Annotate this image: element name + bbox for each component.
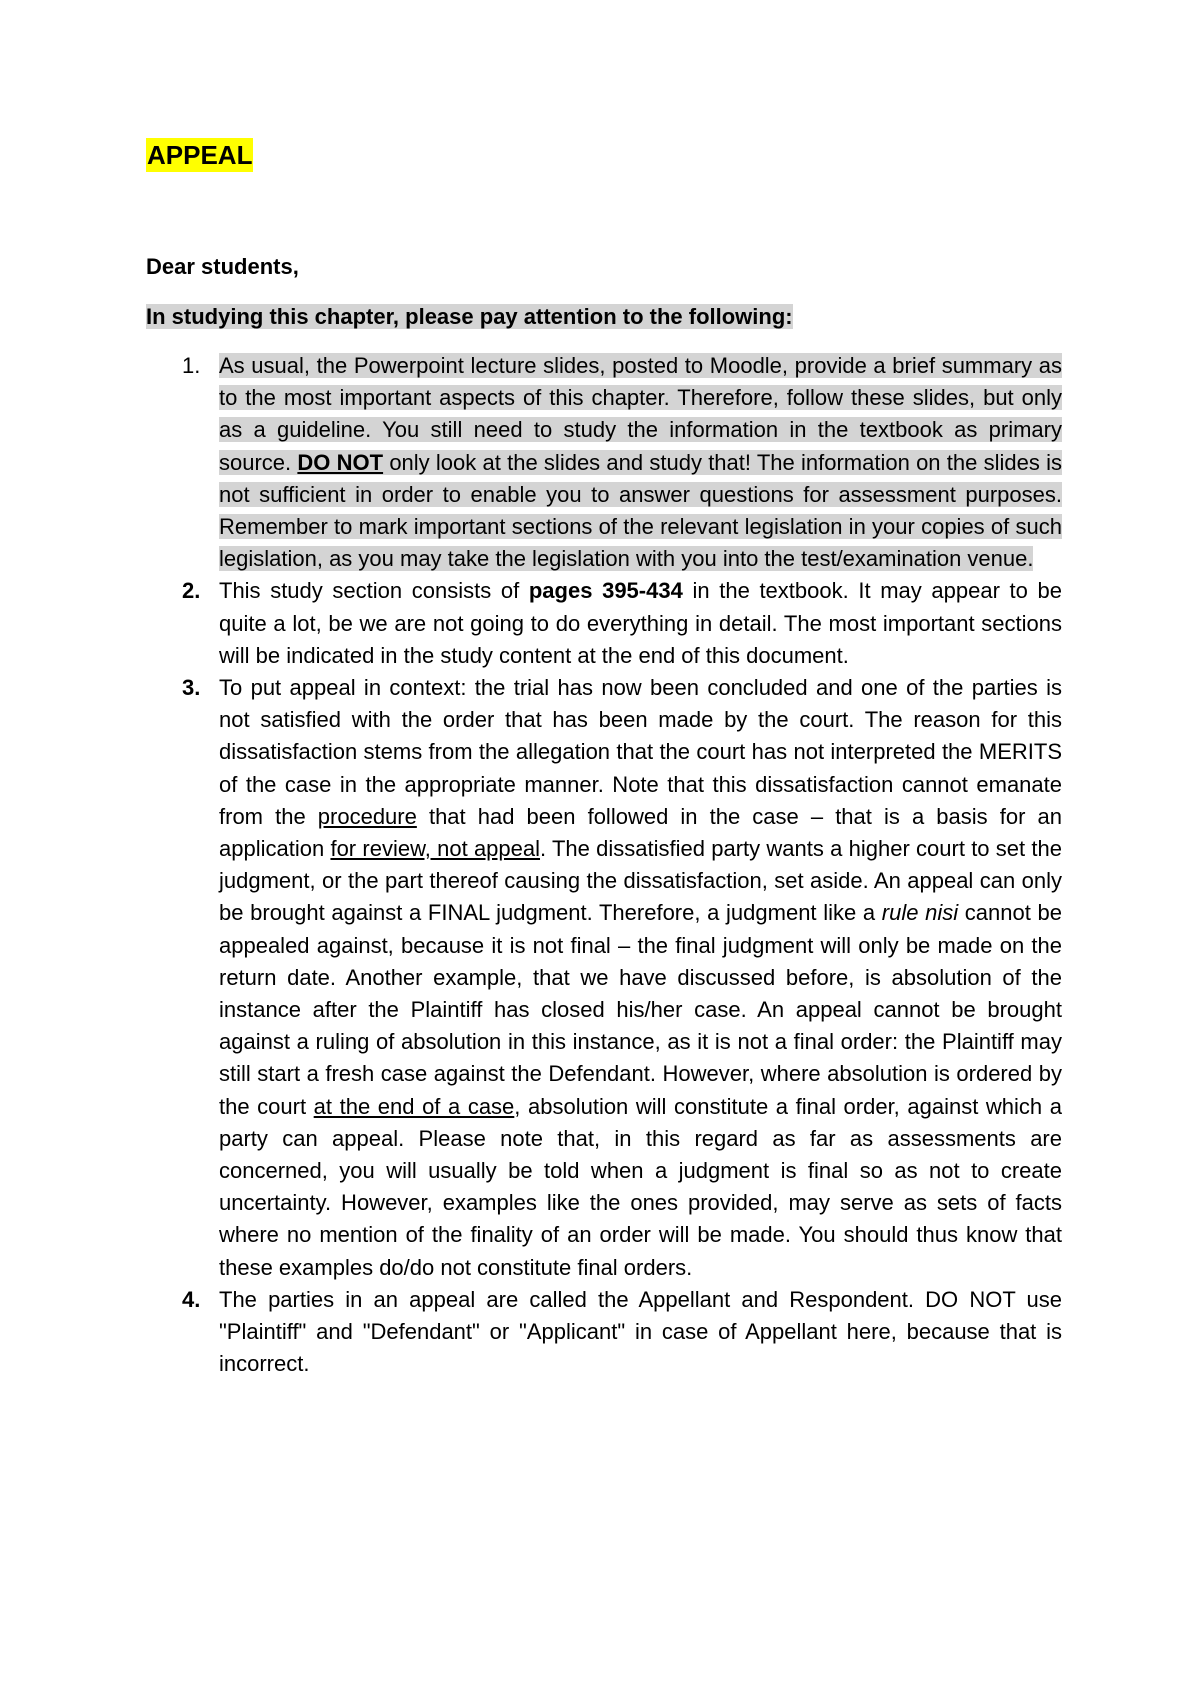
item-2-text-b: in the textbook. It may appear to be quite a lot, be we are not going to do everything in detail. The most important sections will be indicated in the study content at the end of this document. bbox=[219, 578, 1063, 668]
greeting: Dear students, bbox=[146, 254, 299, 279]
item-2-text-a: This study section consists of bbox=[219, 578, 529, 604]
item-3-review-not-appeal: for review, not appeal bbox=[330, 836, 541, 862]
item-3-rule-nisi: rule nisi bbox=[881, 900, 959, 926]
item-1-text-a: As usual, the Powerpoint lecture slides, posted to Moodle, provide a brief summary as to the most important aspects of this chapter. Therefore, follow these slides, but only as a guideline. You still need to study the information in the textbook as primary source. bbox=[219, 353, 1062, 475]
list-number-2: 2. bbox=[182, 578, 201, 604]
item-3-text-c: . The dissatisfied party wants a higher court to set the judgment, or the part thereof causing the dissatisfaction, set aside. An appeal can only be brought against a FINAL judgment. Therefore, a judgment like a bbox=[219, 836, 1062, 926]
list-item-3 bbox=[146, 672, 1062, 1284]
intro-heading bbox=[146, 302, 1062, 332]
list-number-3: 3. bbox=[182, 675, 201, 701]
title-row bbox=[146, 138, 1062, 172]
item-3-text-d: cannot be appealed against, because it is not final – the final judgment will only be made on the return date. Another example, that we have discussed before, is absolution of the instance after the Plaintiff has closed his/her case. An appeal cannot be brought against a ruling of absolution in this instance, as it is not a final order: the Plaintiff may still start a fresh case against the Defendant. However, where absolution is ordered by the court bbox=[219, 900, 1062, 1119]
item-1-do-not: DO NOT bbox=[297, 449, 384, 475]
item-4-text: The parties in an appeal are called the Appellant and Respondent. DO NOT use "Plaintiff" and "Defendant" or "Applicant" in case of Appellant here, because that is incorrect. bbox=[219, 1286, 1062, 1377]
item-3-text-a: To put appeal in context: the trial has now been concluded and one of the parties is not satisfied with the order that has been made by the court. The reason for this dissatisfaction stems from the allegation that the court has not interpreted the MERITS of the case in the appropriate manner. Note that this dissatisfaction cannot emanate from the bbox=[219, 675, 1062, 829]
list-item-1 bbox=[146, 350, 1062, 575]
document-page bbox=[146, 138, 1062, 1403]
item-3-text-b: that had been followed in the case – that is a basis for an application bbox=[219, 803, 1062, 862]
list-item-2 bbox=[146, 575, 1062, 672]
item-3-procedure: procedure bbox=[317, 803, 417, 829]
item-1-highlighted-text bbox=[219, 353, 1062, 571]
item-1-text-b: only look at the slides and study that! The information on the slides is not sufficient in order to enable you to answer questions for assessment purposes. Remember to mark important sections of the relevant legislation in your copies of such legislation, as you may take the legislation with you into the test/examination venue. bbox=[219, 449, 1062, 572]
numbered-list bbox=[146, 350, 1062, 1381]
item-3-end-of-case: at the end of a case bbox=[313, 1093, 515, 1119]
intro-heading-text: In studying this chapter, please pay attention to the following: bbox=[146, 304, 793, 329]
list-number-4: 4. bbox=[182, 1286, 201, 1312]
list-item-4 bbox=[146, 1284, 1062, 1381]
item-3-text-e: , absolution will constitute a final order, against which a party can appeal. Please note that, in this regard as far as assessments are concerned, you will usually be told when a judgment is final so as not to create uncertainty. However, examples like the ones provided, may serve as sets of facts where no mention of the finality of an order will be made. You should thus know that these examples do/do not constitute final orders. bbox=[219, 1093, 1062, 1280]
document-title: APPEAL bbox=[147, 140, 253, 170]
item-2-pages: pages 395-434 bbox=[528, 578, 683, 604]
list-number-1: 1. bbox=[182, 353, 201, 378]
